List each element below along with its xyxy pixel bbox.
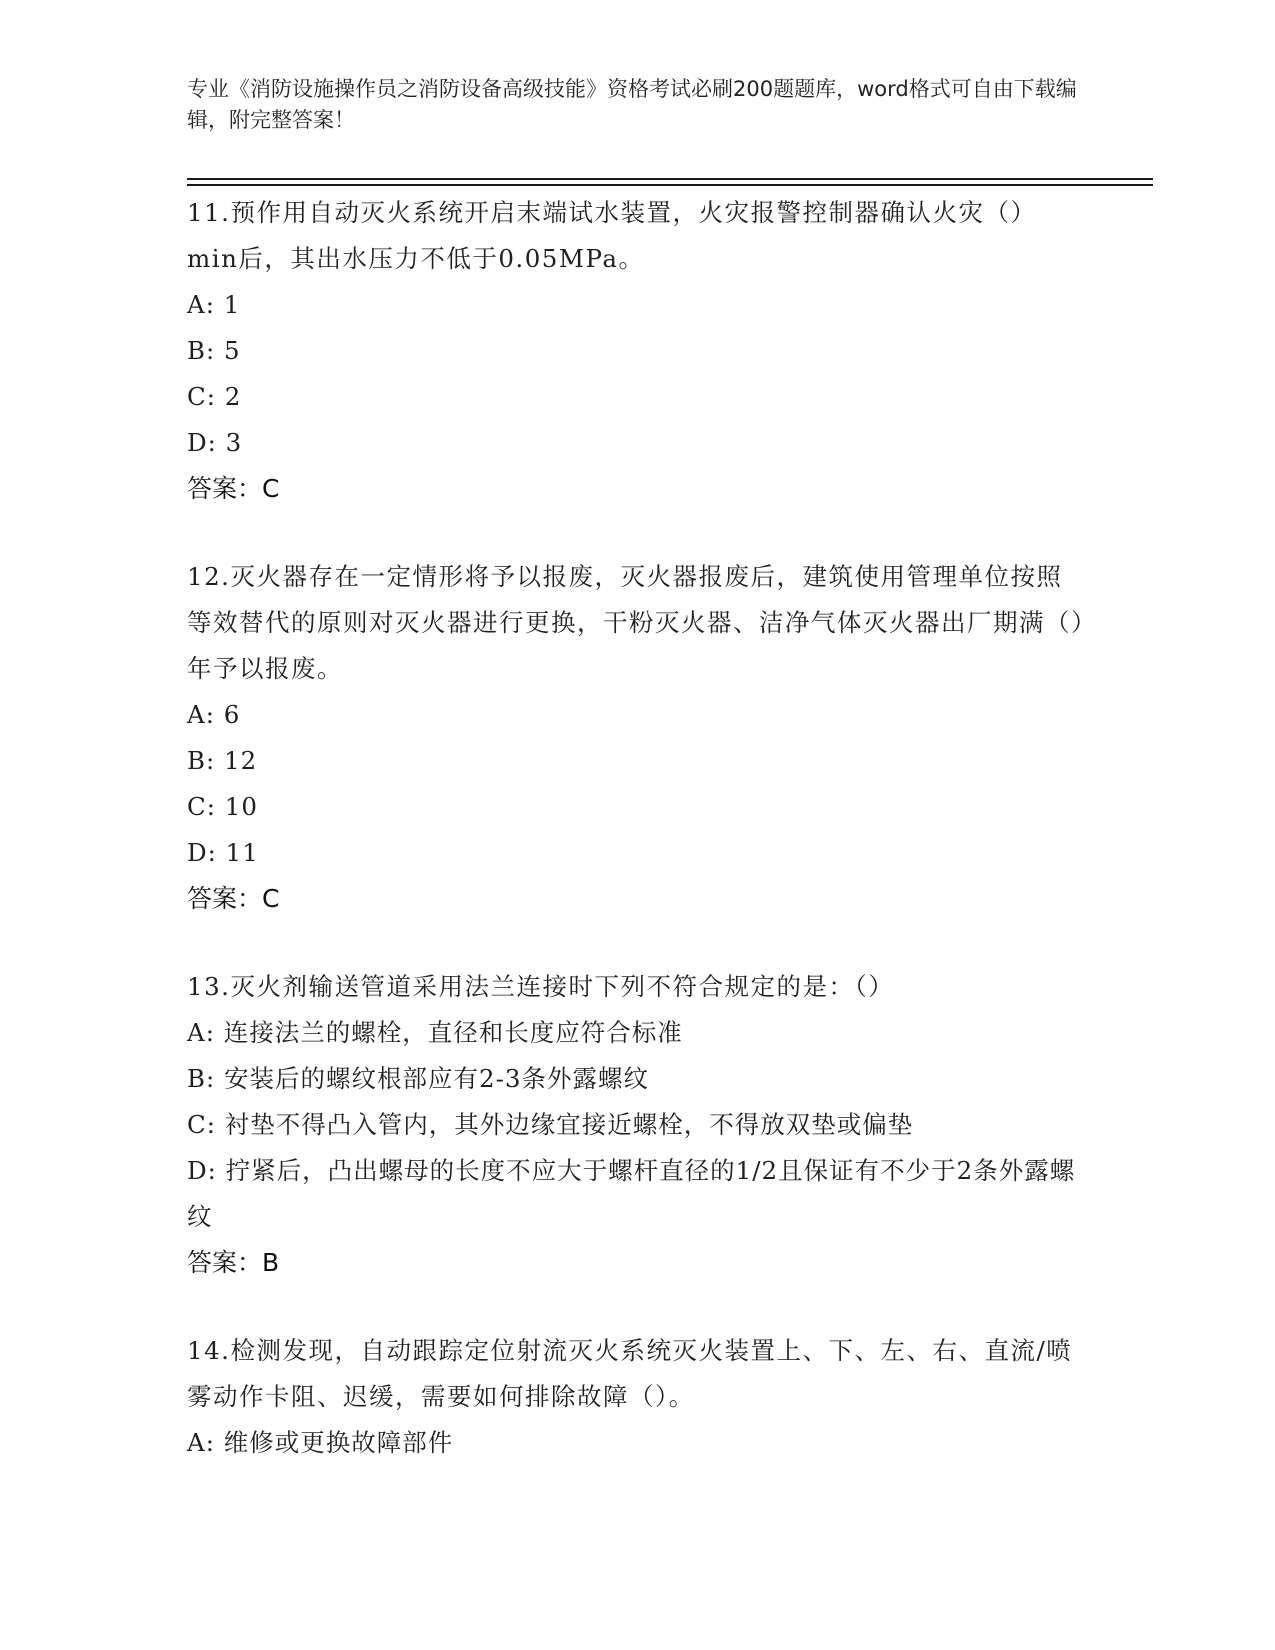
question-14 <box>187 1328 1087 1466</box>
option-a: A: 维修或更换故障部件 <box>187 1428 454 1457</box>
option-b: B: 5 <box>187 336 241 365</box>
option-c: C: 衬垫不得凸入管内，其外边缘宜接近螺栓，不得放双垫或偏垫 <box>187 1110 914 1139</box>
question-stem: 11.预作用自动灭火系统开启末端试水装置，火灾报警控制器确认火灾（）min后，其出水压力不低于0.05MPa。 <box>187 198 1037 273</box>
question-stem: 13.灭火剂输送管道采用法兰连接时下列不符合规定的是：（） <box>187 972 895 1001</box>
header-divider-top <box>187 178 1153 180</box>
question-stem: 12.灭火器存在一定情形将予以报废，灭火器报废后，建筑使用管理单位按照等效替代的原则对灭火器进行更换，干粉灭火器、洁净气体灭火器出厂期满（）年予以报废。 <box>187 562 1085 683</box>
question-12 <box>187 554 1087 922</box>
option-a: A: 连接法兰的螺栓，直径和长度应符合标准 <box>187 1018 683 1047</box>
option-d: D: 11 <box>187 838 259 867</box>
question-13 <box>187 964 1087 1286</box>
document-header: 专业《消防设施操作员之消防设备高级技能》资格考试必刷200题题库，word格式可自由下载编辑，附完整答案！ <box>187 77 1077 132</box>
question-spacer <box>187 512 1087 554</box>
option-d: D: 拧紧后，凸出螺母的长度不应大于螺杆直径的1/2且保证有不少于2条外露螺纹 <box>187 1156 1076 1231</box>
option-b: B: 安装后的螺纹根部应有2-3条外露螺纹 <box>187 1064 649 1093</box>
question-11 <box>187 190 1087 512</box>
option-c: C: 2 <box>187 382 242 411</box>
option-c: C: 10 <box>187 792 258 821</box>
question-stem: 14.检测发现，自动跟踪定位射流灭火系统灭火装置上、下、左、右、直流/喷雾动作卡阻、迟缓，需要如何排除故障（）。 <box>187 1336 1073 1411</box>
option-a: A: 1 <box>187 290 241 319</box>
answer-line: 答案：C <box>187 884 280 913</box>
answer-line: 答案：C <box>187 474 280 503</box>
option-a: A: 6 <box>187 700 241 729</box>
option-d: D: 3 <box>187 428 243 457</box>
question-spacer <box>187 1286 1087 1328</box>
question-list <box>187 190 1087 1466</box>
question-spacer <box>187 922 1087 964</box>
option-b: B: 12 <box>187 746 258 775</box>
answer-line: 答案：B <box>187 1248 280 1277</box>
header-divider-bottom <box>187 184 1153 186</box>
